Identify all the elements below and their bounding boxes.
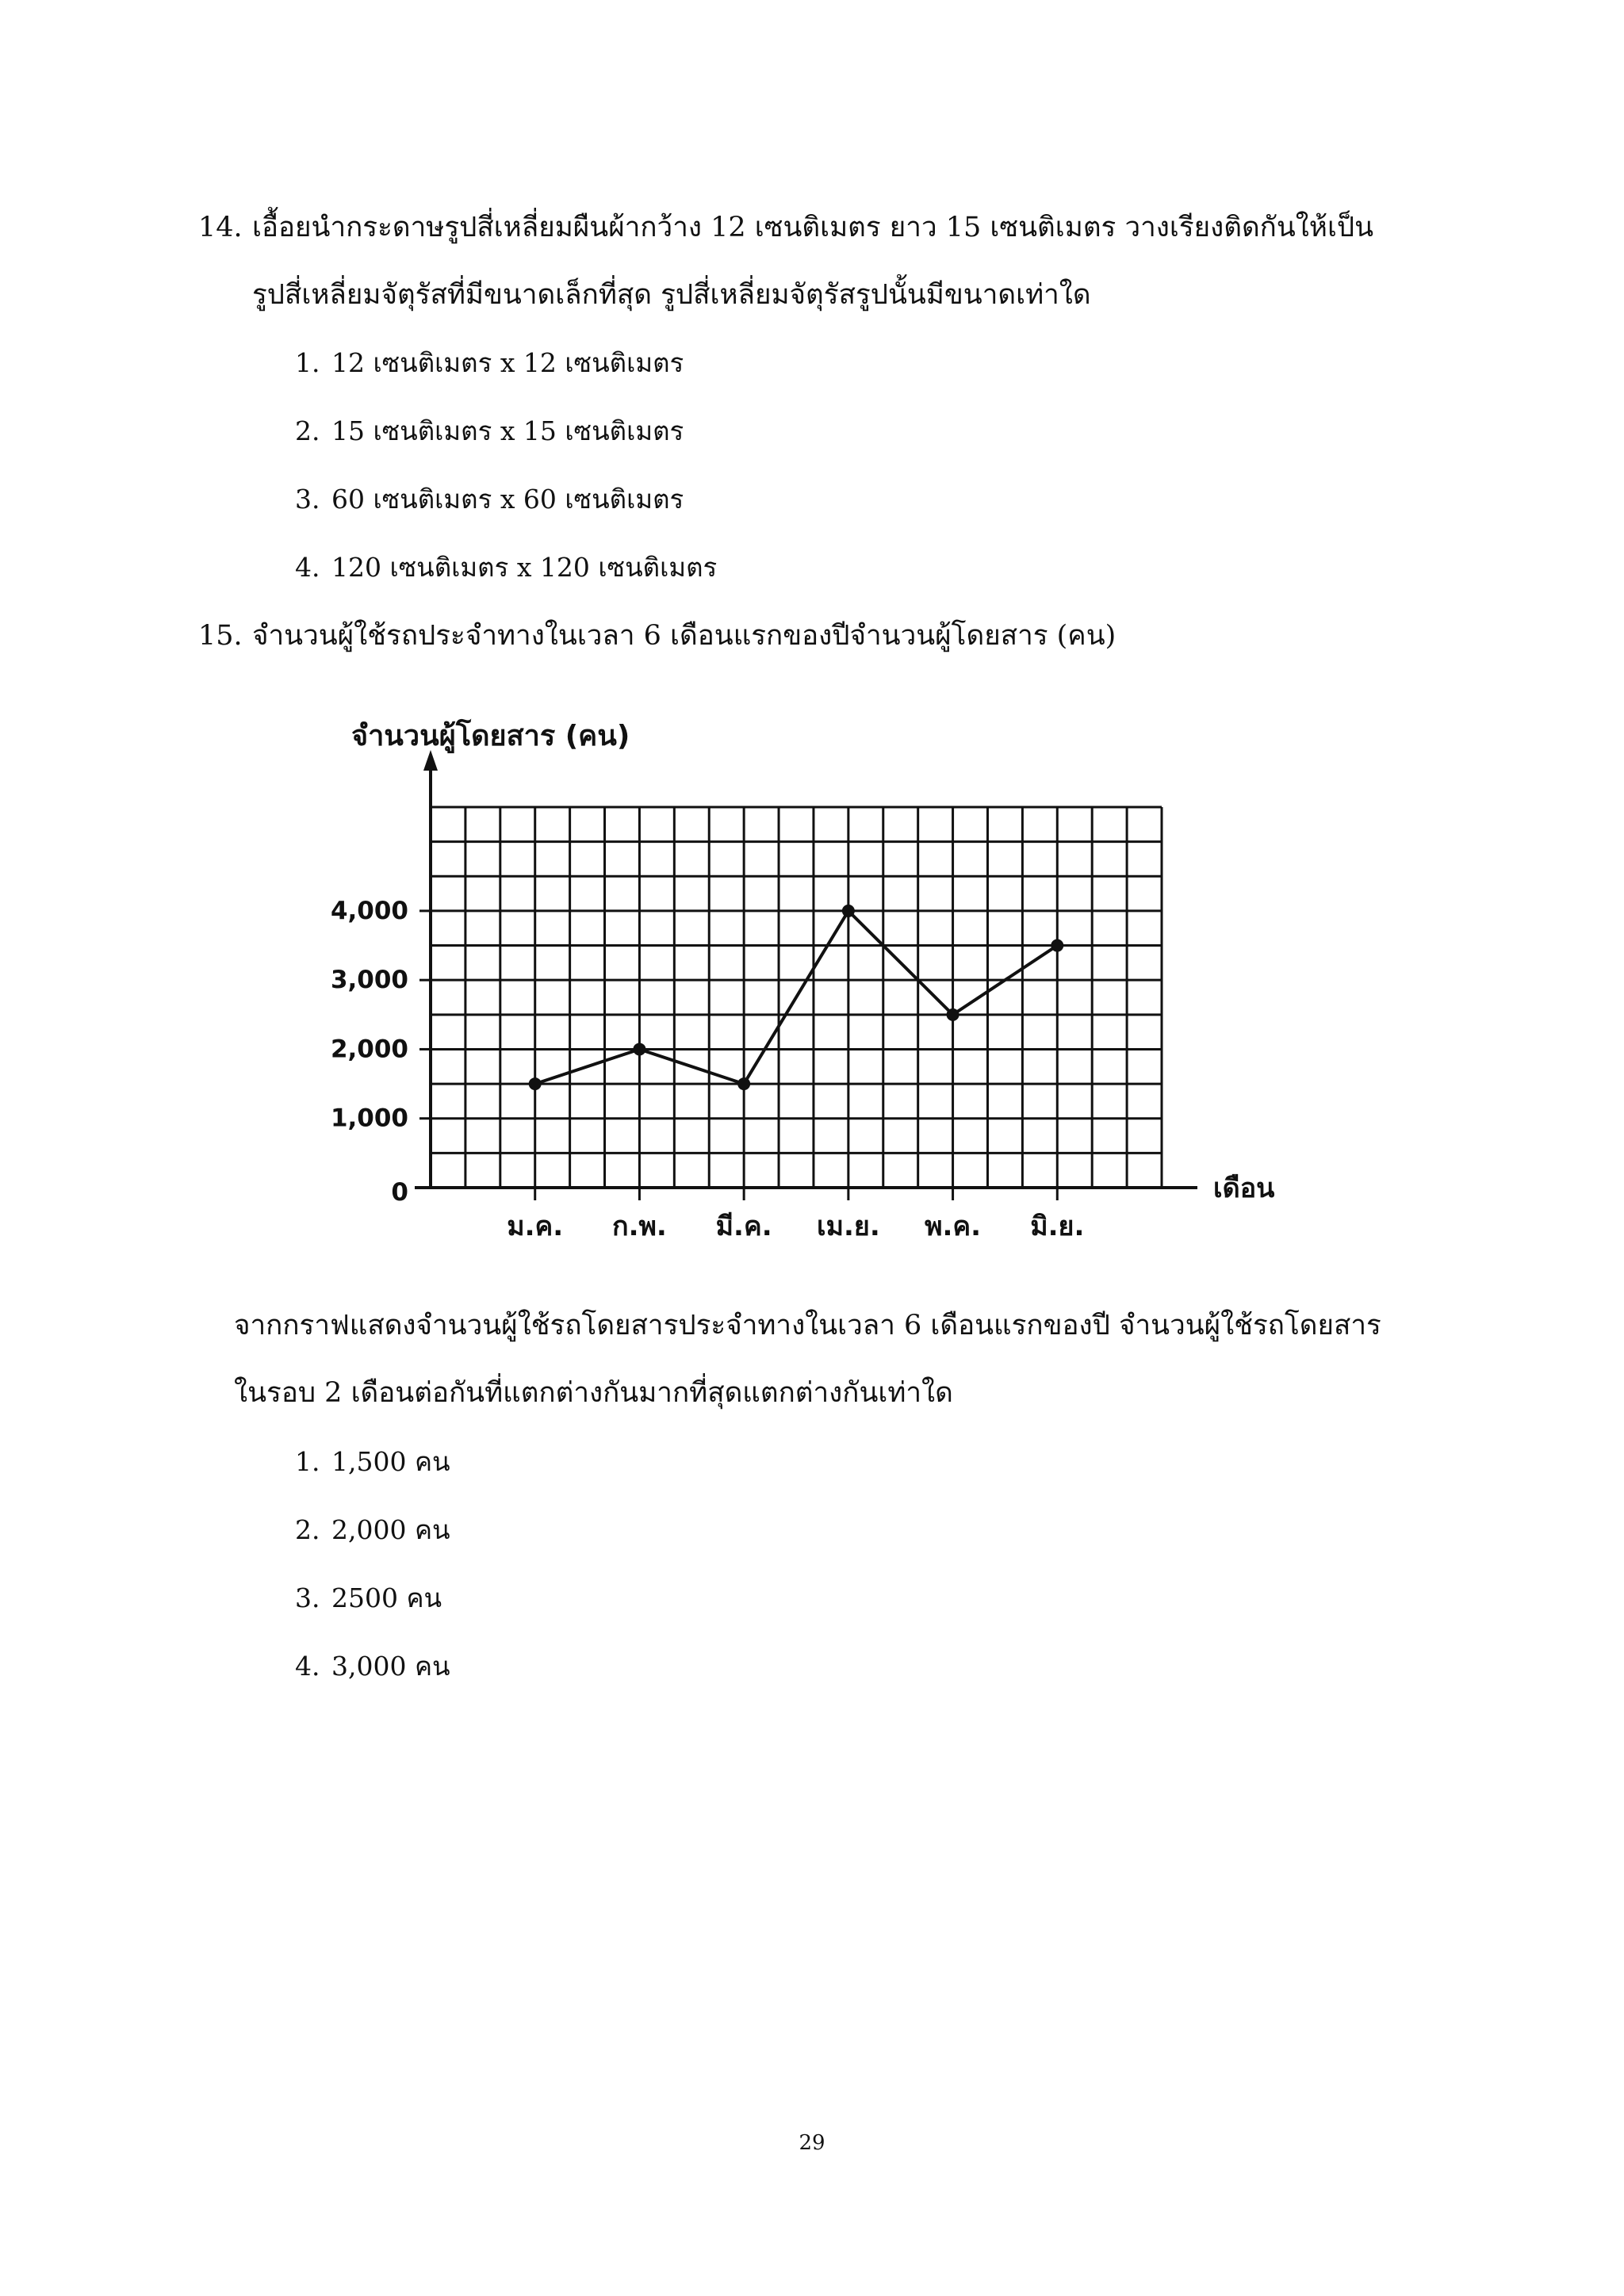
question-14-text-line1: เอื้อยนำกระดาษรูปสี่เหลี่ยมผืนผ้ากว้าง 12 เซนติเมตร ยาว 15 เซนติเมตร วางเรียงติดกันให้เป็น — [252, 212, 1374, 243]
question-15-body-line2: ในรอบ 2 เดือนต่อกันที่แตกต่างกันมากที่สุดแตกต่างกันเท่าใด — [234, 1377, 953, 1409]
x-tick-label: ม.ค. — [507, 1211, 564, 1242]
x-tick-label: มิ.ย. — [1030, 1211, 1085, 1242]
question-14-option-4[interactable] — [295, 550, 717, 585]
option-number: 4. — [295, 1651, 320, 1682]
question-15-heading: จำนวนผู้ใช้รถประจำทางในเวลา 6 เดือนแรกของปีจำนวนผู้โดยสาร (คน) — [252, 620, 1116, 652]
question-14-option-3[interactable] — [295, 482, 684, 517]
y-tick-label: 0 — [391, 1178, 408, 1207]
option-number: 1. — [295, 347, 320, 378]
y-tick-label: 2,000 — [330, 1035, 408, 1064]
question-15-number: 15. — [198, 620, 243, 652]
question-15-option-2[interactable] — [295, 1513, 450, 1548]
page-number: 29 — [799, 2131, 825, 2155]
x-tick-label: มี.ค. — [715, 1211, 772, 1242]
option-text: 2,000 คน — [331, 1514, 450, 1545]
option-number: 4. — [295, 552, 320, 583]
data-point — [633, 1043, 645, 1055]
option-text: 15 เซนติเมตร x 15 เซนติเมตร — [331, 415, 684, 446]
question-14-text-line2: รูปสี่เหลี่ยมจัตุรัสที่มีขนาดเล็กที่สุด รูปสี่เหลี่ยมจัตุรัสรูปนั้นมีขนาดเท่าใด — [252, 279, 1091, 311]
passenger-line-chart — [301, 706, 1324, 1261]
y-tick-label: 1,000 — [330, 1104, 408, 1133]
question-15-option-4[interactable] — [295, 1649, 450, 1684]
question-15-body-line1: จากกราฟแสดงจำนวนผู้ใช้รถโดยสารประจำทางในเวลา 6 เดือนแรกของปี จำนวนผู้ใช้รถโดยสาร — [234, 1310, 1381, 1341]
x-tick-label: พ.ค. — [925, 1211, 982, 1242]
question-14-option-2[interactable] — [295, 414, 684, 449]
option-number: 3. — [295, 484, 320, 515]
x-axis-title: เดือน — [1213, 1173, 1275, 1204]
option-text: 1,500 คน — [331, 1446, 450, 1477]
y-axis-arrowhead — [423, 750, 438, 771]
question-14-number: 14. — [198, 212, 243, 243]
question-15-option-3[interactable] — [295, 1581, 442, 1616]
option-text: 3,000 คน — [331, 1651, 450, 1682]
data-point — [1051, 939, 1063, 952]
question-14-option-1[interactable] — [295, 346, 684, 381]
chart-svg — [301, 706, 1324, 1261]
y-axis-title: จำนวนผู้โดยสาร (คน) — [351, 720, 630, 752]
option-number: 1. — [295, 1446, 320, 1477]
series-line — [535, 911, 1058, 1084]
y-tick-label: 4,000 — [330, 896, 408, 925]
data-point — [947, 1008, 959, 1021]
option-number: 3. — [295, 1582, 320, 1613]
option-text: 120 เซนติเมตร x 120 เซนติเมตร — [331, 552, 718, 583]
option-text: 2500 คน — [331, 1582, 442, 1613]
option-text: 60 เซนติเมตร x 60 เซนติเมตร — [331, 484, 684, 515]
data-point — [529, 1077, 542, 1090]
data-point — [737, 1077, 750, 1090]
option-number: 2. — [295, 1514, 320, 1545]
x-tick-label: ก.พ. — [612, 1211, 667, 1242]
question-15-option-1[interactable] — [295, 1445, 450, 1479]
y-tick-label: 3,000 — [330, 966, 408, 995]
x-tick-label: เม.ย. — [816, 1211, 880, 1242]
option-number: 2. — [295, 415, 320, 446]
data-point — [842, 905, 855, 917]
option-text: 12 เซนติเมตร x 12 เซนติเมตร — [331, 347, 684, 378]
